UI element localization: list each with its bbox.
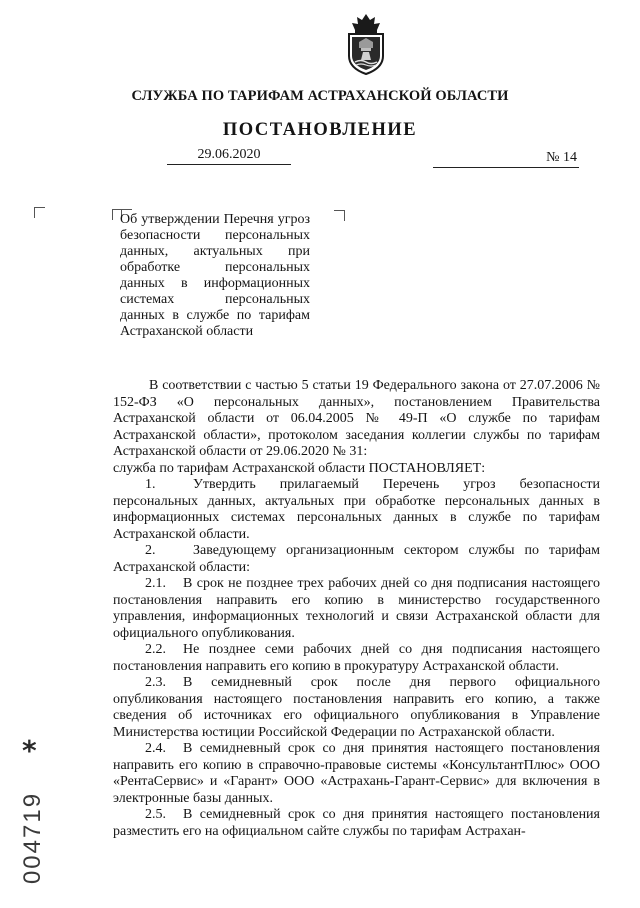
item-text: Утвердить прилагаемый Перечень угроз безопасности персональных данных, актуальных при обработке персональных данных в информационных системах персональных данных в службе по тарифам Астраханской области. [113, 477, 600, 542]
corner-mark [34, 207, 45, 218]
item-paragraph [113, 543, 600, 576]
document-type-title: ПОСТАНОВЛЕНИЕ [222, 120, 418, 140]
item-text: Не позднее семи рабочих дней со дня подписания настоящего постановления направить его копию в прокуратуру Астраханской области. [113, 642, 600, 674]
preamble-paragraph: В соответствии с частью 5 статьи 19 Федерального закона от 27.07.2006 № 152-ФЗ «О персональных данных», постановлением Правительства Астраханской области от 06.04.2005 № 49-П «О службе по тарифам Астраханской области», протоколом заседания коллегии службы по тарифам Астраханской области от 29.06.2020 № 31: [113, 378, 600, 459]
item-paragraph [113, 477, 600, 543]
item-number: 1. [145, 477, 156, 492]
document-body [113, 378, 600, 840]
asterisk-mark: * [22, 734, 37, 767]
corner-mark [334, 210, 345, 221]
item-paragraph [113, 642, 600, 675]
document-subject: Об утверждении Перечня угроз безопасности персональных данных, актуальных при обработке персональных данных в информационных системах персональных данных в службе по тарифам Астраханской области [120, 212, 310, 339]
item-number: 2.1. [145, 576, 166, 591]
item-number: 2. [145, 543, 156, 558]
document-number: № 14 [433, 149, 579, 168]
agency-name: СЛУЖБА ПО ТАРИФАМ АСТРАХАНСКОЙ ОБЛАСТИ [131, 88, 509, 104]
item-paragraph [113, 807, 600, 840]
resolve-line: служба по тарифам Астраханской области ПОСТАНОВЛЯЕТ: [113, 460, 486, 476]
registration-number: 004719 [19, 791, 46, 885]
item-number: 2.2. [145, 642, 166, 657]
item-paragraph [113, 741, 600, 807]
item-text: В семидневный срок после дня первого официального опубликования настоящего постановления направить его копию, а также сведения об источниках его официального опубликования в Управление Министерства юстиции Российской Федерации по Астраханской области. [113, 675, 600, 740]
item-number: 2.5. [145, 807, 166, 822]
item-number: 2.4. [145, 741, 166, 756]
item-text: Заведующему организационным сектором службы по тарифам Астраханской области: [113, 543, 600, 575]
coat-of-arms-emblem [341, 12, 391, 76]
item-paragraph [113, 675, 600, 741]
document-date: 29.06.2020 [167, 146, 291, 165]
item-text: В семидневный срок со дня принятия настоящего постановления разместить его на официальном сайте службы по тарифам Астрахан- [113, 807, 600, 839]
registration-stamp [18, 734, 50, 886]
item-text: В семидневный срок со дня принятия настоящего постановления направить его копию в справочно-правовые системы «КонсультантПлюс» ООО «РентаСервис» и «Гарант» ООО «Астрахань-Гарант-Сервис» для включения в электронные базы данных. [113, 741, 600, 806]
item-text: В срок не позднее трех рабочих дней со дня подписания настоящего постановления направить его копию в министерство государственного управления, информационных технологий и связи Астраханской области для официального опубликования. [113, 576, 600, 641]
item-paragraph [113, 576, 600, 642]
item-number: 2.3. [145, 675, 166, 690]
